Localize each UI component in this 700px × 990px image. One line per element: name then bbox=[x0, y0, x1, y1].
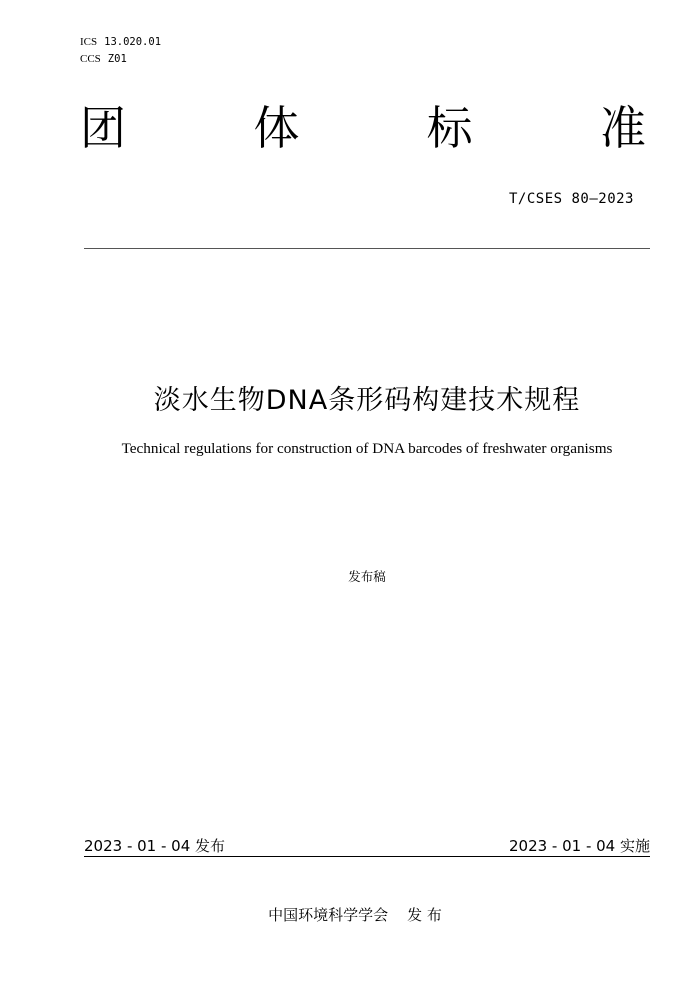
standard-type-heading bbox=[80, 98, 646, 158]
classification-block bbox=[80, 34, 161, 68]
publisher-line bbox=[0, 904, 700, 925]
ccs-label: CCS bbox=[80, 53, 101, 65]
standard-type-char: 体 bbox=[253, 101, 300, 155]
publish-date: 2023 - 01 - 04 发布 bbox=[84, 837, 226, 855]
standard-type-char: 团 bbox=[80, 101, 126, 155]
publisher-action: 发 布 bbox=[407, 906, 442, 924]
publisher-name: 中国环境科学学会 bbox=[268, 906, 389, 924]
ics-label: ICS bbox=[80, 36, 98, 48]
footer-divider bbox=[84, 856, 650, 857]
ics-code: 13.020.01 bbox=[104, 36, 162, 48]
draft-stage-label: 发布稿 bbox=[348, 569, 386, 584]
header-divider bbox=[84, 248, 650, 249]
standard-type-char: 标 bbox=[426, 101, 473, 155]
standard-type-char: 准 bbox=[599, 101, 646, 155]
implementation-date: 2023 - 01 - 04 实施 bbox=[508, 837, 650, 855]
ccs-row bbox=[80, 51, 161, 68]
ics-row bbox=[80, 34, 161, 51]
ccs-code: Z01 bbox=[107, 53, 127, 65]
standard-number: T/CSES 80—2023 bbox=[508, 191, 634, 207]
document-title-chinese: 淡水生物DNA条形码构建技术规程 bbox=[153, 385, 581, 416]
document-title-english: Technical regulations for construction of DNA barcodes of freshwater organisms bbox=[121, 440, 613, 457]
